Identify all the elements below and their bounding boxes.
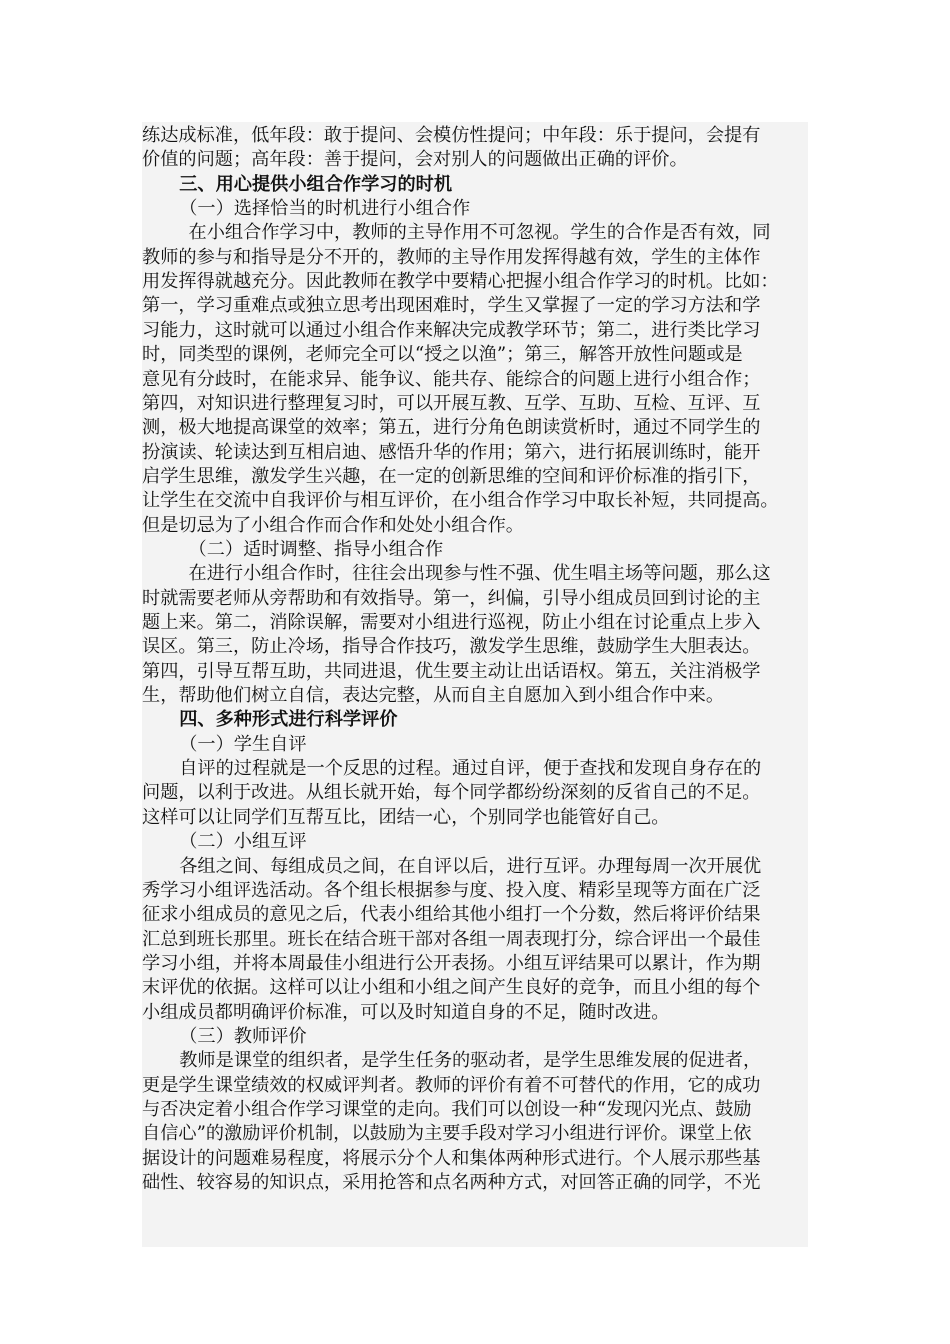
paragraph-line: 价值的问题；高年段：善于提问，会对别人的问题做出正确的评价。	[142, 149, 688, 171]
paragraph-line: 练达成标准，低年段：敢于提问、会模仿性提问；中年段：乐于提问，会提有	[142, 125, 761, 146]
subsection-heading: （一）学生自评	[179, 733, 307, 755]
paragraph-line: 末评优的依据。这样可以让小组和小组之间产生良好的竞争，而且小组的每个	[142, 977, 761, 999]
paragraph-line: 意见有分歧时，在能求异、能争议、能共存、能综合的问题上进行小组合作；	[142, 368, 761, 390]
paragraph-line: 据设计的问题难易程度，将展示分个人和集体两种形式进行。个人展示那些基	[142, 1147, 761, 1169]
paragraph-line: 问题，以利于改进。从组长就开始，每个同学都纷纷深刻的反省自己的不足。	[142, 782, 761, 804]
paragraph-line: 生，帮助他们树立自信，表达完整，从而自主自愿加入到小组合作中来。	[142, 685, 725, 707]
paragraph-line: 时，同类型的课例，老师完全可以“授之以渔”；第三，解答开放性问题或是	[142, 344, 743, 366]
paragraph-line: 习能力，这时就可以通过小组合作来解决完成教学环节；第二，进行类比学习	[142, 319, 761, 341]
paragraph-line: 第一，学习重难点或独立思考出现困难时，学生又掌握了一定的学习方法和学	[142, 295, 761, 317]
paragraph-line: 小组成员都明确评价标准，可以及时知道自身的不足，随时改进。	[142, 1001, 670, 1023]
paragraph-line: 在小组合作学习中，教师的主导作用不可忽视。学生的合作是否有效，同	[188, 222, 771, 244]
paragraph-line: 学习小组，并将本周最佳小组进行公开表扬。小组互评结果可以累计，作为期	[142, 952, 761, 974]
paragraph-line: 自评的过程就是一个反思的过程。通过自评，便于查找和发现自身存在的	[179, 758, 762, 780]
paragraph-line: 教师的参与和指导是分不开的，教师的主导作用发挥得越有效，学生的主体作	[142, 246, 761, 268]
paragraph-line: 用发挥得就越充分。因此教师在教学中要精心把握小组合作学习的时机。比如：	[142, 271, 779, 293]
subsection-heading: （二）适时调整、指导小组合作	[188, 538, 444, 560]
paragraph-line: 扮演读、轮读达到互相启迪、感悟升华的作用；第六，进行拓展训练时，能开	[142, 441, 761, 463]
subsection-heading: （一）选择恰当的时机进行小组合作	[179, 198, 471, 220]
paragraph-line: 更是学生课堂绩效的权威评判者。教师的评价有着不可替代的作用，它的成功	[142, 1074, 761, 1096]
paragraph-line: 题上来。第二，消除误解，需要对小组进行巡视，防止小组在讨论重点上步入	[142, 612, 761, 633]
section-heading: 三、用心提供小组合作学习的时机	[179, 173, 453, 195]
paragraph-line: 这样可以让同学们互帮互比，团结一心，个别同学也能管好自己。	[142, 806, 670, 828]
paragraph-line: 各组之间、每组成员之间，在自评以后，进行互评。办理每周一次开展优	[179, 855, 762, 877]
paragraph-line: 第四，对知识进行整理复习时，可以开展互教、互学、互助、互检、互评、互	[142, 392, 761, 414]
paragraph-line: 汇总到班长那里。班长在结合班干部对各组一周表现打分，综合评出一个最佳	[142, 928, 761, 950]
paragraph-line: 但是切忌为了小组合作而合作和处处小组合作。	[142, 514, 524, 536]
paragraph-line: 让学生在交流中自我评价与相互评价，在小组合作学习中取长补短，共同提高。	[142, 490, 779, 512]
paragraph-line: 第四，引导互帮互助，共同进退，优生要主动让出话语权。第五，关注消极学	[142, 660, 761, 682]
paragraph-line: 误区。第三，防止冷场，指导合作技巧，激发学生思维，鼓励学生大胆表达。	[142, 636, 761, 658]
paragraph-line: 时就需要老师从旁帮助和有效指导。第一，纠偏，引导小组成员回到讨论的主	[142, 587, 761, 609]
paragraph-line: 秀学习小组评选活动。各个组长根据参与度、投入度、精彩呈现等方面在广泛	[142, 879, 761, 901]
paragraph-line: 自信心”的激励评价机制，以鼓励为主要手段对学习小组进行评价。课堂上依	[142, 1123, 752, 1145]
paragraph-line: 教师是课堂的组织者，是学生任务的驱动者，是学生思维发展的促进者，	[179, 1050, 762, 1072]
paragraph-line: 测，极大地提高课堂的效率；第五，进行分角色朗读赏析时，通过不同学生的	[142, 417, 761, 439]
section-heading: 四、多种形式进行科学评价	[179, 709, 398, 731]
paragraph-line: 征求小组成员的意见之后，代表小组给其他小组打一个分数，然后将评价结果	[142, 904, 761, 926]
subsection-heading: （二）小组互评	[179, 831, 307, 853]
paragraph-line: 启学生思维，激发学生兴趣，在一定的创新思维的空间和评价标准的指引下，	[142, 465, 761, 487]
paragraph-line: 在进行小组合作时，往往会出现参与性不强、优生唱主场等问题，那么这	[188, 563, 771, 585]
subsection-heading: （三）教师评价	[179, 1025, 307, 1047]
paragraph-line: 础性、较容易的知识点，采用抢答和点名两种方式，对回答正确的同学，不光	[142, 1172, 761, 1194]
paragraph-line: 与否决定着小组合作学习课堂的走向。我们可以创设一种“发现闪光点、鼓励	[142, 1099, 752, 1120]
